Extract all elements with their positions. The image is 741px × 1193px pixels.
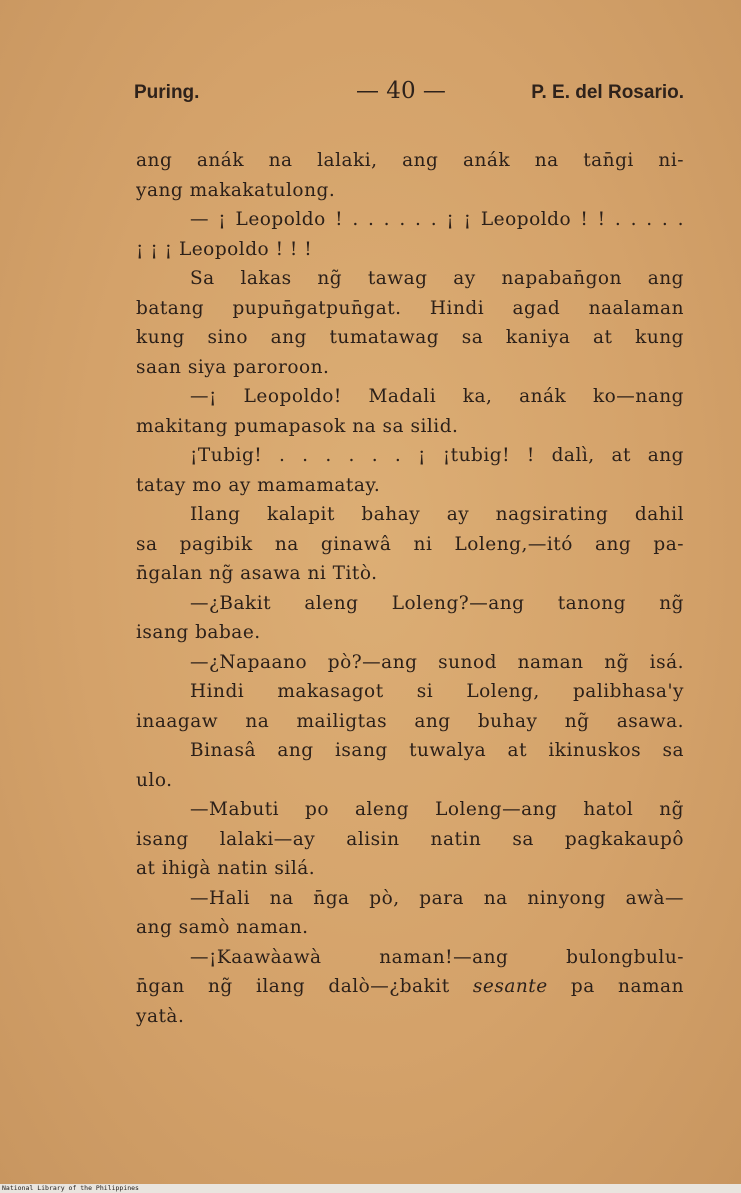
text-line: —¿Napaano pò?—ang sunod naman ng̃ isá. [190, 651, 684, 673]
text-line: — ¡ Leopoldo ! . . . . . . ¡ ¡ Leopoldo ! ! . . . . . [190, 209, 684, 230]
library-credit: National Library of the Philippines [2, 1184, 139, 1192]
page-number: — 40 — [356, 78, 446, 104]
text-line: kung sino ang tumatawag sa kaniya at kung [136, 327, 684, 348]
text-line: ang anák na lalaki, ang anák na tan̄gi ni- [136, 150, 684, 171]
text-line: inaagaw na mailigtas ang buhay ng̃ asawa. [136, 710, 684, 732]
text-line: —¿Bakit aleng Loleng?—ang tanong ng̃ [190, 592, 684, 614]
text-line: isang babae. [136, 622, 261, 643]
text-line: ¡Tubig! . . . . . . ¡ ¡tubig! ! dalì, at ang [190, 445, 684, 466]
text-run: n̄gan ng̃ ilang dalò—¿bakit [136, 976, 450, 997]
page-body [136, 146, 684, 1031]
text-line: sa pagibik na ginawâ ni Loleng,—itó ang pa- [136, 533, 684, 555]
text-line: Hindi makasagot si Loleng, palibhasa'y [190, 681, 684, 702]
running-title: Puring. [134, 82, 200, 103]
text-line: Binasâ ang isang tuwalya at ikinuskos sa [190, 740, 684, 761]
text-line: yatà. [136, 1005, 185, 1027]
text-line: Sa lakas ng̃ tawag ay napaban̄gon ang [190, 268, 684, 289]
text-line: —¡ Leopoldo! Madali ka, anák ko—nang [190, 386, 684, 407]
text-line: tatay mo ay mamamatay. [136, 474, 381, 496]
text-line: yang makakatulong. [136, 179, 336, 201]
text-line: batang pupun̄gatpun̄gat. Hindi agad naalaman [136, 297, 684, 319]
italic-word: sesante [472, 976, 548, 997]
text-line: Ilang kalapit bahay ay nagsirating dahil [190, 504, 684, 525]
text-line: ¡ ¡ ¡ Leopoldo ! ! ! [136, 238, 313, 260]
text-line: at ihigà natin silá. [136, 858, 316, 879]
text-line: —Hali na n̄ga pò, para na ninyong awà— [190, 887, 684, 909]
page-header [134, 78, 684, 112]
text-line: —¡Kaawàawà naman!—ang bulongbulu- [190, 946, 684, 968]
text-line: ulo. [136, 769, 173, 791]
text-line: saan siya paroroon. [136, 356, 330, 378]
text-run: pa naman [547, 976, 684, 997]
text-line: ang samò naman. [136, 917, 309, 938]
text-line: —Mabuti po aleng Loleng—ang hatol ng̃ [190, 799, 684, 820]
text-line: n̄galan ng̃ asawa ni Titò. [136, 563, 378, 584]
text-line: makitang pumapasok na sa silid. [136, 415, 459, 437]
text-line-mixed [136, 972, 684, 1002]
text-line: isang lalaki—ay alisin natin sa pagkakaupô [136, 828, 684, 850]
author-name: P. E. del Rosario. [531, 82, 684, 103]
